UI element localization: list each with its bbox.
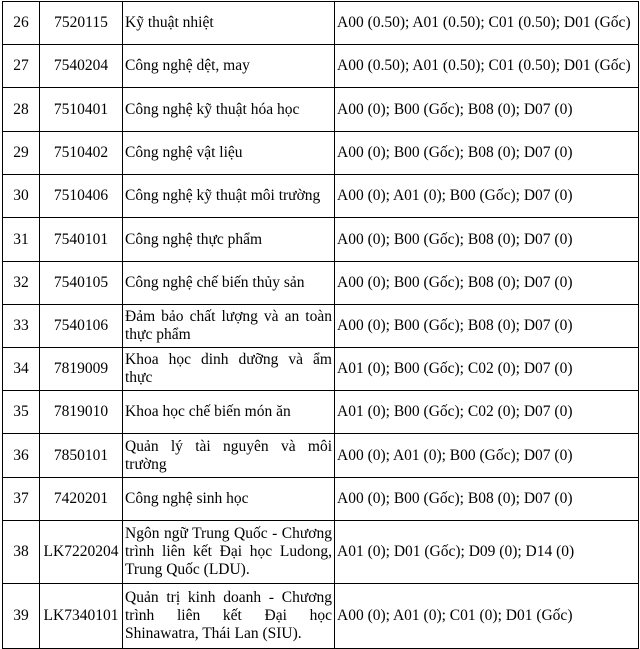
major-code: 7510401 [40, 88, 123, 132]
table-row [3, 262, 639, 305]
major-name: Công nghệ vật liệu [123, 132, 335, 175]
subject-combinations: A01 (0); B00 (Gốc); C02 (0); D07 (0) [335, 391, 639, 434]
subject-combinations: A00 (0.50); A01 (0.50); C01 (0.50); D01 (Gốc) [335, 45, 639, 88]
subject-combinations: A01 (0); D01 (Gốc); D09 (0); D14 (0) [335, 521, 639, 584]
major-code: 7520115 [40, 2, 123, 45]
major-name: Công nghệ kỹ thuật hóa học [123, 88, 335, 132]
major-name: Đảm bảo chất lượng và an toàn thực phẩm [123, 305, 335, 348]
subject-combinations: A00 (0.50); A01 (0.50); C01 (0.50); D01 (Gốc) [335, 2, 639, 45]
row-number: 37 [3, 478, 40, 521]
table-row [3, 434, 639, 478]
row-number: 36 [3, 434, 40, 478]
table-row [3, 305, 639, 348]
major-name: Công nghệ dệt, may [123, 45, 335, 88]
table-row [3, 478, 639, 521]
major-code: 7540101 [40, 218, 123, 262]
row-number: 38 [3, 521, 40, 584]
table-row [3, 2, 639, 45]
major-name: Quản lý tài nguyên và môi trường [123, 434, 335, 478]
subject-combinations: A00 (0); A01 (0); B00 (Gốc); D07 (0) [335, 434, 639, 478]
subject-combinations: A00 (0); A01 (0); C01 (0); D01 (Gốc) [335, 584, 639, 649]
table-row [3, 391, 639, 434]
row-number: 26 [3, 2, 40, 45]
row-number: 29 [3, 132, 40, 175]
subject-combinations: A00 (0); B00 (Gốc); B08 (0); D07 (0) [335, 305, 639, 348]
row-number: 32 [3, 262, 40, 305]
subject-combinations: A00 (0); A01 (0); B00 (Gốc); D07 (0) [335, 175, 639, 218]
table-row [3, 45, 639, 88]
row-number: 35 [3, 391, 40, 434]
subject-combinations: A00 (0); B00 (Gốc); B08 (0); D07 (0) [335, 218, 639, 262]
major-name: Quản trị kinh doanh - Chương trình liên kết Đại học Shinawatra, Thái Lan (SIU). [123, 584, 335, 649]
subject-combinations: A00 (0); B00 (Gốc); B08 (0); D07 (0) [335, 132, 639, 175]
major-code: 7850101 [40, 434, 123, 478]
major-code: 7510402 [40, 132, 123, 175]
table-row [3, 218, 639, 262]
row-number: 39 [3, 584, 40, 649]
major-name: Công nghệ chế biến thủy sản [123, 262, 335, 305]
major-name: Công nghệ sinh học [123, 478, 335, 521]
row-number: 33 [3, 305, 40, 348]
subject-combinations: A00 (0); B00 (Gốc); B08 (0); D07 (0) [335, 88, 639, 132]
table-row [3, 132, 639, 175]
major-code: 7420201 [40, 478, 123, 521]
major-name: Công nghệ kỹ thuật môi trường [123, 175, 335, 218]
major-name: Ngôn ngữ Trung Quốc - Chương trình liên kết Đại học Ludong, Trung Quốc (LDU). [123, 521, 335, 584]
major-code: 7819010 [40, 391, 123, 434]
major-code: 7540106 [40, 305, 123, 348]
table-row [3, 88, 639, 132]
row-number: 28 [3, 88, 40, 132]
subject-combinations: A00 (0); B00 (Gốc); B08 (0); D07 (0) [335, 262, 639, 305]
table-row [3, 521, 639, 584]
table-row [3, 584, 639, 649]
major-code: 7819009 [40, 348, 123, 391]
row-number: 34 [3, 348, 40, 391]
major-name: Công nghệ thực phẩm [123, 218, 335, 262]
row-number: 31 [3, 218, 40, 262]
table-row [3, 348, 639, 391]
major-code: LK7340101 [40, 584, 123, 649]
admission-table [2, 1, 639, 649]
major-code: 7540204 [40, 45, 123, 88]
subject-combinations: A00 (0); B00 (Gốc); B08 (0); D07 (0) [335, 478, 639, 521]
major-name: Khoa học chế biến món ăn [123, 391, 335, 434]
major-code: 7510406 [40, 175, 123, 218]
major-name: Kỹ thuật nhiệt [123, 2, 335, 45]
subject-combinations: A01 (0); B00 (Gốc); C02 (0); D07 (0) [335, 348, 639, 391]
major-code: 7540105 [40, 262, 123, 305]
row-number: 30 [3, 175, 40, 218]
major-code: LK7220204 [40, 521, 123, 584]
row-number: 27 [3, 45, 40, 88]
major-name: Khoa học dinh dưỡng và ẩm thực [123, 348, 335, 391]
table-row [3, 175, 639, 218]
